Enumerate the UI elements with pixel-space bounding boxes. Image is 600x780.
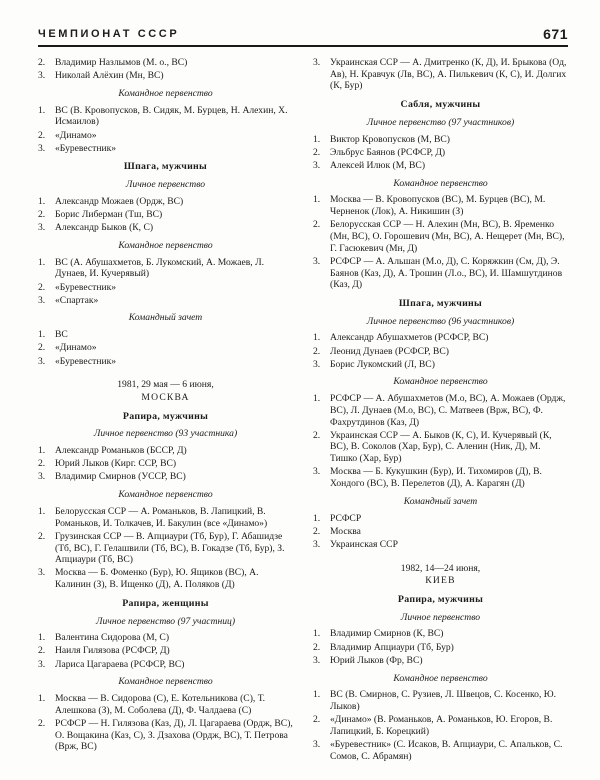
list-item	[313, 526, 568, 538]
list-item-text: «Динамо»	[55, 342, 97, 354]
list-item-number: 2.	[38, 530, 46, 542]
list-item-number: 3.	[313, 739, 321, 751]
list-item-number: 1.	[313, 332, 321, 344]
list-item-text: Лариса Цагараева (РСФСР, ВС)	[55, 658, 185, 670]
list-item	[313, 57, 568, 92]
list-item-number: 3.	[313, 159, 321, 171]
list-item-number: 1.	[313, 689, 321, 701]
list-item-text: Белорусская ССР — Н. Алехин (Мн, ВС), В. Яременко (Мн, ВС), О. Горошевич (Мн, ВС), А. Нещерет (Мн, ВС), Г. Гасюкевич (Мн, Д)	[330, 219, 565, 254]
list-item	[38, 342, 293, 354]
subsection-heading: Командное первенство	[393, 376, 488, 388]
list-item-text: Москва — В. Кровопусков (ВС), М. Бурцев (ВС), М. Черненок (Лок), А. Никишин (З)	[330, 194, 546, 218]
list-item	[313, 219, 568, 254]
list-item-text: Александр Романьков (БССР, Д)	[55, 445, 187, 457]
list-item-text: Александр Можаев (Ордж, ВС)	[55, 195, 184, 207]
list-item-text: «Буревестник»	[55, 142, 117, 154]
list-item-text: Белорусская ССР — А. Романьков, В. Лапицкий, В. Романьков, И. Толкачев, И. Бакулин (все «Динамо»)	[55, 505, 268, 529]
list-item	[313, 134, 568, 146]
list-item	[313, 160, 568, 172]
section-heading: Рапира, мужчины	[122, 410, 209, 422]
list-item	[38, 105, 293, 128]
result-list	[38, 105, 293, 155]
list-item-text: Александр Быков (К, С)	[55, 222, 154, 234]
list-item	[313, 256, 568, 291]
header-rule	[38, 45, 568, 47]
list-item-number: 2.	[38, 645, 46, 657]
two-column-body	[38, 56, 568, 764]
list-item-number: 1.	[313, 393, 321, 405]
list-item-text: Грузинская ССР — В. Апциаури (Тб, Бур), Г. Абашидзе (Тб, ВС), Г. Гелашвили (Тб, ВС), В. Гокадзе (Тб, Бур), З. Апциаури (Тб, ВС)	[55, 530, 285, 566]
list-item-number: 3.	[313, 538, 321, 550]
list-item	[313, 739, 568, 762]
list-item	[38, 458, 293, 470]
list-item-text: РСФСР	[330, 512, 362, 524]
subsection-heading: Командное первенство	[118, 676, 213, 688]
list-item	[38, 659, 293, 671]
list-item-text: Украинская ССР — А. Дмитренко (К, Д), И. Брыкова (Од, Ав), Н. Кравчук (Лв, ВС), А. Пилькевич (К, С), И. Долгих (К, Бур)	[330, 57, 567, 92]
list-item	[38, 632, 293, 644]
list-item-text: Валентина Сидорова (М, С)	[55, 632, 170, 644]
result-list	[313, 332, 568, 370]
list-item-number: 2.	[313, 525, 321, 537]
section-heading: Рапира, мужчины	[397, 594, 484, 606]
subsection-heading: Личное первенство (97 участниц)	[95, 615, 236, 627]
list-item-number: 3.	[313, 466, 321, 478]
list-item-text: Владимир Апциаури (Тб, Бур)	[330, 641, 454, 653]
list-item-number: 1.	[38, 505, 46, 517]
list-item-text: Борис Либерман (Тш, ВС)	[55, 209, 163, 221]
list-item	[38, 222, 293, 234]
subsection-heading: Командное первенство	[393, 672, 488, 684]
list-item-number: 1.	[38, 256, 46, 268]
subsection-heading: Командный зачет	[128, 312, 203, 324]
list-item-number: 1.	[38, 104, 46, 116]
list-item-number: 2.	[38, 342, 46, 354]
list-item-text: Украинская ССР	[330, 538, 398, 550]
page-header	[38, 26, 568, 43]
list-item	[38, 506, 293, 529]
list-item-number: 3.	[313, 57, 321, 68]
subsection-heading: Командное первенство	[393, 177, 488, 189]
list-item-text: Владимир Назлымов (М. о., ВС)	[55, 57, 188, 68]
list-item-text: Эльбрус Баянов (РСФСР, Д)	[330, 146, 446, 158]
list-item-text: Виктор Кровопусков (М, ВС)	[330, 133, 450, 145]
list-item-number: 3.	[313, 255, 321, 267]
list-item	[313, 147, 568, 159]
result-list	[313, 134, 568, 172]
list-item-text: Борис Лукомский (Л, ВС)	[330, 358, 435, 370]
running-title: ЧЕМПИОНАТ СССР	[38, 28, 180, 40]
list-item-number: 3.	[38, 471, 46, 483]
list-item	[313, 466, 568, 489]
list-item-text: Москва — Б. Фоменко (Бур), Ю. Ящиков (ВС), А. Калинин (З), В. Ищенко (Д), А. Поляков (Д)	[55, 567, 259, 591]
section-heading: Шпага, мужчины	[398, 297, 483, 309]
list-item-number: 3.	[38, 567, 46, 579]
list-item-text: РСФСР — Н. Гилязова (Каз, Д), Л. Цагараева (Ордж, ВС), О. Вощакина (Каз, С), З. Дзахова (Ордж, ВС), Т. Петрова (Врж, ВС)	[55, 717, 293, 753]
list-item	[313, 194, 568, 217]
list-item-text: Владимир Смирнов (К, ВС)	[330, 628, 444, 640]
subsection-heading: Личное первенство	[125, 179, 206, 191]
list-item-text: ВС	[55, 329, 68, 341]
list-item-number: 1.	[313, 512, 321, 524]
result-list	[313, 194, 568, 291]
list-item-text: Леонид Дунаев (РСФСР, ВС)	[330, 345, 449, 357]
list-item	[313, 430, 568, 465]
list-item	[313, 539, 568, 551]
list-item-text: Украинская ССР — А. Быков (К, С), И. Кучерявый (К, ВС), В. Соколов (Хар, Бур), С. Аленин (Ник, Д), М. Тишко (Хар, Бур)	[330, 429, 552, 465]
list-item-number: 3.	[38, 355, 46, 367]
list-item-text: ВС (А. Абушахметов, Б. Лукомский, А. Можаев, Л. Дунаев, И. Кучерявый)	[55, 256, 264, 280]
list-item-text: «Буревестник»	[55, 355, 117, 367]
subsection-heading: Личное первенство (97 участников)	[366, 116, 515, 128]
list-item-text: Владимир Смирнов (УССР, ВС)	[55, 471, 186, 483]
list-item-number: 3.	[38, 658, 46, 670]
list-item-text: РСФСР — А. Альшан (М.о, Д), С. Коряжкин (См, Д), Э. Баянов (Каз, Д), А. Трошин (Л.о., ВС), И. Шамшутдинов (Каз, Д)	[330, 255, 563, 291]
list-item-text: Москва	[330, 525, 361, 537]
column-left	[38, 56, 293, 764]
result-list	[313, 57, 568, 92]
subsection-heading: Личное первенство (93 участника)	[93, 428, 238, 440]
list-item	[38, 445, 293, 457]
list-item	[38, 295, 293, 307]
section-heading: Рапира, женщины	[122, 597, 209, 609]
subsection-heading: Командное первенство	[118, 489, 213, 501]
result-list	[313, 689, 568, 762]
list-item-number: 1.	[38, 632, 46, 644]
result-list	[313, 628, 568, 666]
list-item	[38, 143, 293, 155]
result-list	[38, 632, 293, 670]
list-item-number: 1.	[38, 195, 46, 207]
list-item	[38, 70, 293, 82]
list-item-number: 2.	[38, 281, 46, 293]
list-item	[38, 209, 293, 221]
list-item	[38, 567, 293, 590]
list-item-text: «Динамо» (В. Романьков, А. Романьков, Ю. Егоров, В. Лапицкий, Б. Корецкий)	[330, 714, 553, 737]
list-item	[38, 645, 293, 657]
list-item	[313, 513, 568, 525]
result-list	[313, 513, 568, 551]
list-item-number: 3.	[313, 654, 321, 666]
list-item-text: Александр Абушахметов (РСФСР, ВС)	[330, 332, 489, 344]
section-heading: Шпага, мужчины	[123, 161, 208, 173]
result-list	[313, 393, 568, 490]
list-item-text: РСФСР — А. Абушахметов (М.о, ВС), А. Можаев (Ордж, ВС), Л. Дунаев (М.о, ВС), С. Матвеев (Врж, ВС), Ф. Фахрутдинов (Каз, Д)	[330, 393, 566, 428]
list-item-text: «Буревестник»	[55, 281, 117, 293]
list-item	[38, 257, 293, 280]
list-item	[38, 471, 293, 483]
result-list	[38, 196, 293, 234]
list-item-number: 1.	[38, 329, 46, 341]
result-list	[38, 445, 293, 483]
list-item	[38, 282, 293, 294]
result-list	[38, 57, 293, 82]
event-date: 1981, 29 мая — 6 июня,	[117, 379, 214, 391]
list-item-text: Николай Алёхин (Мн, ВС)	[55, 70, 164, 82]
list-item-number: 2.	[313, 146, 321, 158]
list-item-number: 2.	[313, 345, 321, 357]
list-item	[313, 655, 568, 667]
list-item	[313, 359, 568, 371]
list-item-number: 1.	[38, 693, 46, 705]
list-item	[38, 329, 293, 341]
event-heading	[313, 563, 568, 587]
list-item	[313, 628, 568, 640]
event-date: 1982, 14—24 июня,	[400, 562, 481, 574]
list-item-text: ВС (В. Кровопусков, В. Сидяк, М. Бурцев, Н. Алехин, Х. Исмаилов)	[55, 104, 288, 128]
subsection-heading: Командное первенство	[118, 87, 213, 99]
list-item-number: 2.	[38, 717, 46, 729]
list-item-number: 2.	[38, 129, 46, 141]
list-item-number: 3.	[38, 142, 46, 154]
list-item-text: Юрий Лыков (Фр, ВС)	[330, 654, 423, 666]
list-item	[313, 642, 568, 654]
event-city: МОСКВА	[141, 391, 190, 403]
list-item-text: Москва — Б. Кукушкин (Бур), И. Тихомиров (Д), В. Хондого (ВС), В. Перелетов (Д), А. Карагян (Д)	[330, 466, 542, 490]
list-item	[313, 346, 568, 358]
subsection-heading: Личное первенство	[400, 611, 481, 623]
subsection-heading: Командное первенство	[118, 239, 213, 251]
subsection-heading: Личное первенство (96 участников)	[366, 315, 515, 327]
list-item	[38, 718, 293, 753]
list-item-number: 2.	[38, 57, 46, 68]
list-item	[38, 693, 293, 716]
list-item-number: 2.	[313, 714, 321, 726]
result-list	[38, 329, 293, 367]
list-item-text: Юрий Лыков (Кирг. ССР, ВС)	[55, 458, 177, 470]
column-right	[313, 56, 568, 764]
list-item-number: 1.	[38, 445, 46, 457]
list-item	[38, 57, 293, 69]
list-item-number: 3.	[38, 294, 46, 306]
list-item	[313, 393, 568, 428]
list-item-number: 2.	[38, 458, 46, 470]
list-item-number: 3.	[313, 358, 321, 370]
result-list	[38, 257, 293, 307]
list-item-number: 1.	[313, 133, 321, 145]
list-item	[313, 714, 568, 737]
list-item-number: 1.	[313, 194, 321, 206]
list-item-text: Алексей Илюк (М, ВС)	[330, 159, 426, 171]
list-item	[313, 689, 568, 712]
list-item	[38, 196, 293, 208]
section-heading: Сабля, мужчины	[400, 99, 481, 111]
list-item-text: «Буревестник» (С. Исаков, В. Апциаури, С. Апальков, С. Сомов, С. Абрамян)	[330, 739, 563, 762]
list-item-text: «Динамо»	[55, 129, 97, 141]
event-heading	[38, 379, 293, 403]
list-item-number: 3.	[38, 70, 46, 82]
list-item	[38, 531, 293, 566]
list-item-number: 2.	[313, 219, 321, 231]
subsection-heading: Командный зачет	[403, 495, 478, 507]
event-city: КИЕВ	[425, 575, 456, 587]
list-item-text: Наиля Гилязова (РСФСР, Д)	[55, 645, 170, 657]
list-item	[38, 356, 293, 368]
list-item-number: 2.	[313, 429, 321, 441]
list-item-number: 2.	[313, 641, 321, 653]
result-list	[38, 506, 293, 591]
list-item	[313, 332, 568, 344]
page-number: 671	[543, 26, 568, 42]
result-list	[38, 693, 293, 753]
list-item-number: 2.	[38, 209, 46, 221]
list-item-text: ВС (В. Смирнов, С. Рузиев, Л. Швецов, С. Косенко, Ю. Лыков)	[330, 689, 557, 712]
list-item-number: 1.	[313, 628, 321, 640]
list-item-text: «Спартак»	[55, 294, 99, 306]
list-item	[38, 130, 293, 142]
list-item-text: Москва — В. Сидорова (С), Е. Котельникова (С), Т. Алешкова (З), М. Соболева (Д), Ф. Чалдаева (С)	[55, 693, 265, 716]
list-item-number: 3.	[38, 222, 46, 234]
